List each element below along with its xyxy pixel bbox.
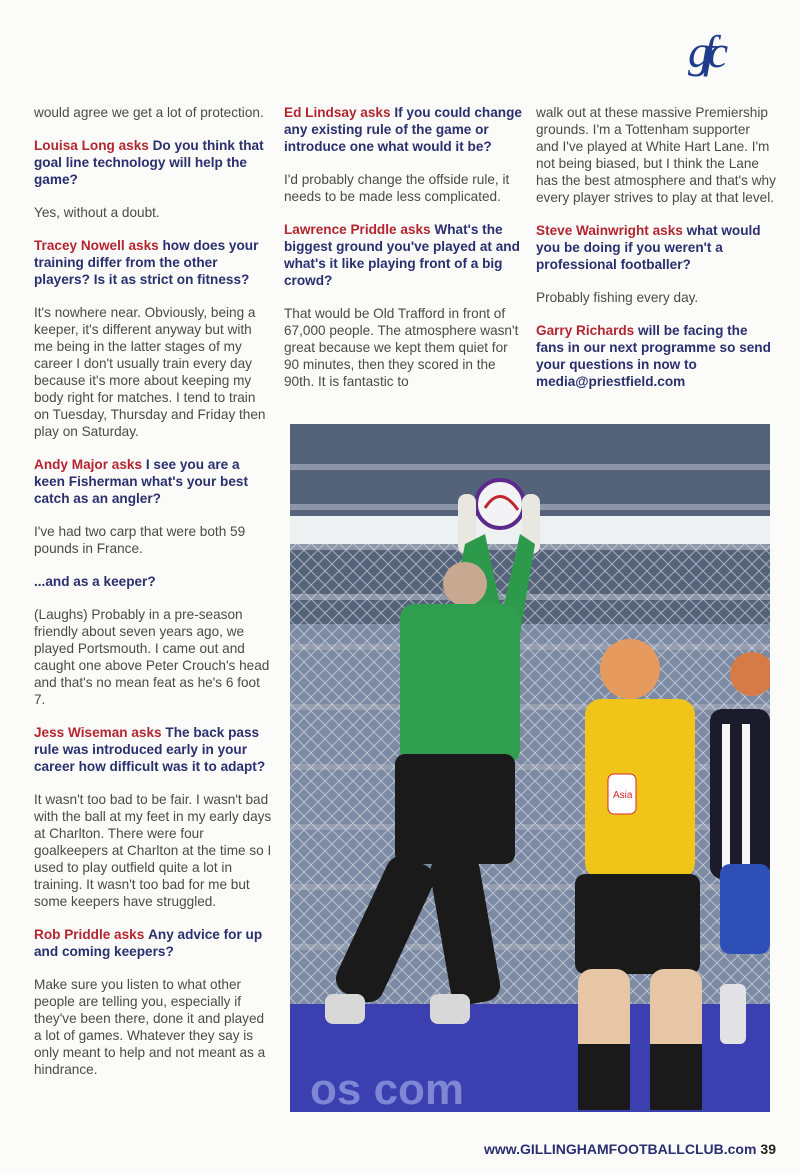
answer-paragraph: Yes, without a doubt. (34, 205, 160, 220)
answer-paragraph: It's nowhere near. Obviously, being a keeper, it's different anyway but with me being in the latter stages of my career I don't usually train every day because it's more about keeping my body right for matches. I tend to train on Tuesday, Thursday and Friday then play on Saturday. (34, 305, 266, 439)
article-column-1 (34, 104, 274, 1094)
answer-paragraph: Probably fishing every day. (536, 290, 699, 305)
question: Steve Wainwright asks what would you be doing if you weren't a professional footballer? (536, 223, 761, 272)
article-column-3 (536, 104, 776, 406)
answer-paragraph: Make sure you listen to what other people are telling you, especially if they've been there, done it and played a lot of games. Whatever they say is only meant to help and not meant as a hindrance. (34, 977, 266, 1077)
referee-badge-text: Asia (613, 790, 633, 801)
question: Garry Richards will be facing the fans in our next programme so send your questions in now to media@priestfield.com (536, 323, 771, 389)
question: Jess Wiseman asks The back pass rule was introduced early in your career how difficult was it to adapt? (34, 725, 266, 774)
club-logo: gfc (688, 26, 721, 77)
goalkeeper-photo (290, 424, 770, 1112)
question: Tracey Nowell asks how does your training differ from the other players? Is it as strict on fitness? (34, 238, 259, 287)
answer-paragraph: That would be Old Trafford in front of 67,000 people. The atmosphere wasn't great because we kept them quiet for 90 minutes, then they scored in the 90th. It is fantastic to (284, 306, 519, 389)
answer-paragraph: (Laughs) Probably in a pre-season friendly about seven years ago, we played Portsmouth. I came out and caught one above Peter Crouch's head and that's no mean feat as he's 6 foot 7. (34, 607, 270, 707)
footer-url: www.GILLINGHAMFOOTBALLCLUB.com (483, 1141, 757, 1157)
advertising-board-text: os com (310, 1065, 465, 1112)
page-number: 39 (760, 1141, 776, 1157)
question: Andy Major asks I see you are a keen Fisherman what's your best catch as an angler? (34, 457, 249, 506)
question: Louisa Long asks Do you think that goal line technology will help the game? (34, 138, 264, 187)
answer-paragraph: would agree we get a lot of protection. (34, 105, 264, 120)
question: Rob Priddle asks Any advice for up and coming keepers? (34, 927, 263, 959)
question: ...and as a keeper? (34, 574, 156, 589)
question: Lawrence Priddle asks What's the biggest ground you've played at and what's it like playing front of a big crowd? (284, 222, 520, 288)
question: Ed Lindsay asks If you could change any existing rule of the game or introduce one what would it be? (284, 105, 522, 154)
answer-paragraph: I've had two carp that were both 59 pounds in France. (34, 524, 246, 556)
page-footer (484, 1141, 776, 1157)
answer-paragraph: I'd probably change the offside rule, it needs to be made less complicated. (284, 172, 510, 204)
article-column-2 (284, 104, 524, 406)
answer-paragraph: It wasn't too bad to be fair. I wasn't bad with the ball at my feet in my early days at Charlton. There were four goalkeepers at Charlton at the time so I used to play outfield quite a lot in training. It wasn't too bad for me but some keepers have struggled. (34, 792, 272, 909)
answer-paragraph: walk out at these massive Premiership grounds. I'm a Tottenham supporter and I've played at White Hart Lane. I'm not being biased, but I think the Lane has the best atmosphere and that's why every player strives to play at that level. (536, 105, 776, 205)
